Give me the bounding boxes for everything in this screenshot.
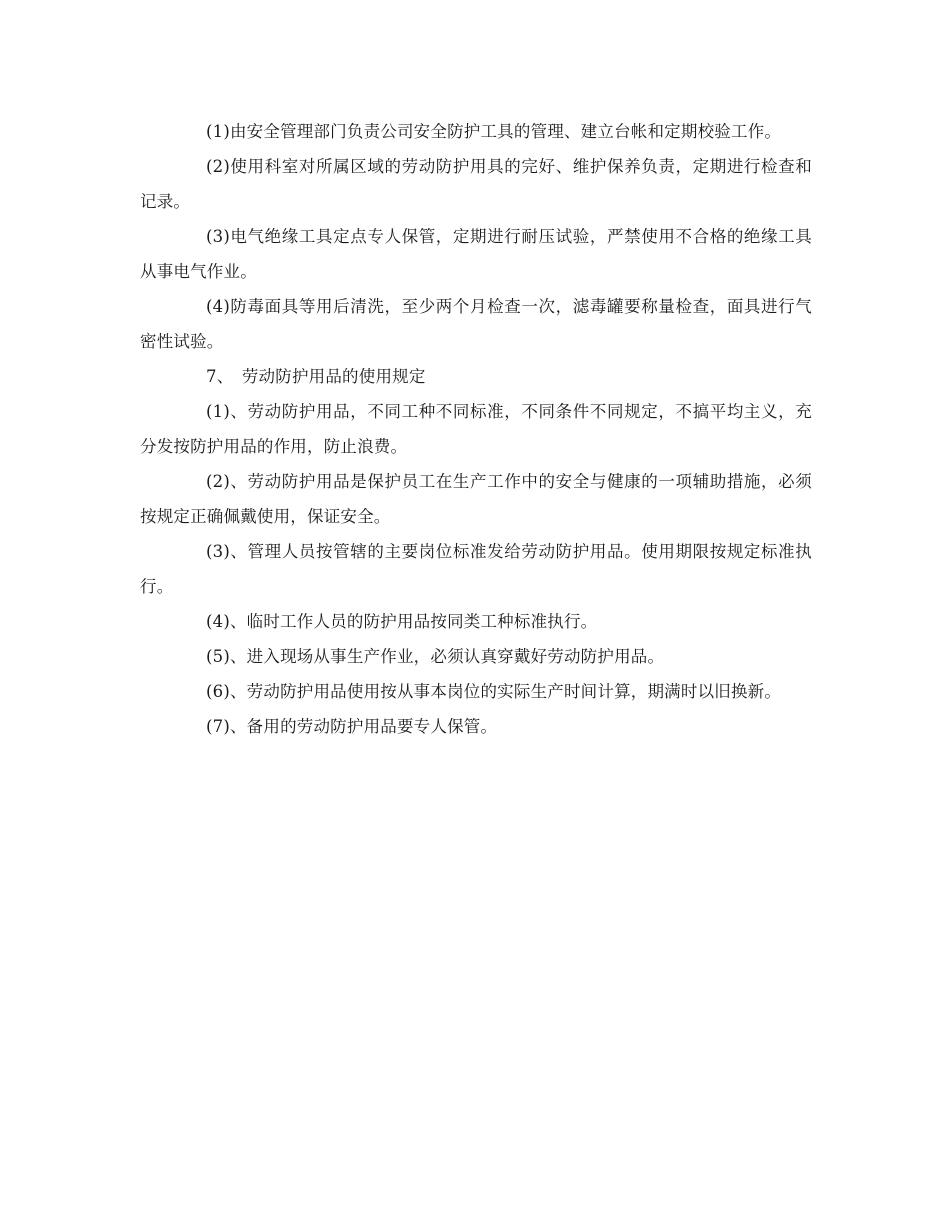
document-page: [140, 114, 812, 744]
rule-6: (6)、劳动防护用品使用按从事本岗位的实际生产时间计算，期满时以旧换新。: [206, 682, 782, 701]
rule-1: (1)、劳动防护用品，不同工种不同标准，不同条件不同规定，不搞平均主义，充分发按防护用品的作用，防止浪费。: [140, 402, 812, 456]
rule-2: (2)、劳动防护用品是保护员工在生产工作中的安全与健康的一项辅助措施，必须按规定正确佩戴使用，保证安全。: [140, 472, 812, 526]
rule-5: (5)、进入现场从事生产作业，必须认真穿戴好劳动防护用品。: [206, 647, 665, 666]
paragraph-4: (4)防毒面具等用后清洗，至少两个月检查一次，滤毒罐要称量检查，面具进行气密性试验。: [140, 297, 812, 351]
rule-4: (4)、临时工作人员的防护用品按同类工种标准执行。: [206, 612, 598, 631]
paragraph-3: (3)电气绝缘工具定点专人保管，定期进行耐压试验，严禁使用不合格的绝缘工具从事电气作业。: [140, 227, 812, 281]
paragraph-2: (2)使用科室对所属区域的劳动防护用具的完好、维护保养负责，定期进行检查和记录。: [140, 157, 812, 211]
rule-7: (7)、备用的劳动防护用品要专人保管。: [206, 717, 498, 736]
section-heading: 7、 劳动防护用品的使用规定: [206, 367, 426, 386]
paragraph-1: (1)由安全管理部门负责公司安全防护工具的管理、建立台帐和定期校验工作。: [206, 122, 782, 141]
rule-3: (3)、管理人员按管辖的主要岗位标准发给劳动防护用品。使用期限按规定标准执行。: [140, 542, 812, 596]
